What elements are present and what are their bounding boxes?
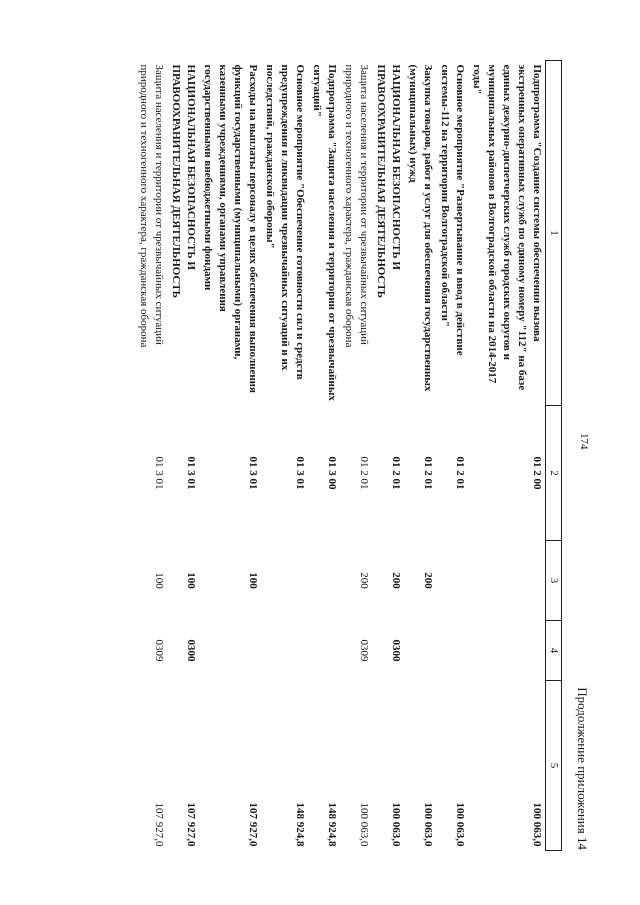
row-rz bbox=[261, 621, 308, 681]
header-cell: 1 bbox=[546, 61, 562, 406]
row-sum: 107 927,0 bbox=[153, 802, 165, 847]
row-vr bbox=[468, 541, 546, 621]
rotated-content bbox=[30, 60, 590, 850]
row-name: Защита населения и территории от чрезвычайных ситуаций природного и техногенного характера, гражданская оборона bbox=[138, 64, 165, 348]
row-sum: 148 924,8 bbox=[326, 802, 338, 847]
row-name: НАЦИОНАЛЬНАЯ БЕЗОПАСНОСТЬ И ПРАВООХРАНИТЕЛЬНАЯ ДЕЯТЕЛЬНОСТЬ bbox=[170, 64, 197, 299]
header-cell: 3 bbox=[546, 541, 562, 621]
row-code: 01 2 01 bbox=[454, 456, 466, 490]
row-rz: 0309 bbox=[153, 639, 165, 662]
row-rz bbox=[308, 621, 340, 681]
table-row bbox=[261, 61, 308, 851]
row-name: Основное мероприятие "Обеспечение готовности сил и средств предупреждения и ликвидации чрезвычайных ситуаций и их последствий, гражданской обороны" bbox=[264, 64, 306, 380]
row-name: Подпрограмма "Защита населения и территории от чрезвычайных ситуаций" bbox=[311, 64, 338, 401]
row-rz bbox=[199, 621, 261, 681]
table-row bbox=[372, 61, 404, 851]
row-sum: 100 063,0 bbox=[468, 681, 546, 851]
row-name: Подпрограмма "Создание системы обеспечения вызова экстренных оперативных служб по единому номеру "112" на базе единых дежурно-диспетчерских служб городских округов и муниципальных районов в Волгоградской области на 2014-2017 годы" bbox=[468, 61, 546, 406]
row-code: 01 3 01 bbox=[153, 456, 165, 490]
row-vr bbox=[261, 541, 308, 621]
row-rz bbox=[404, 621, 436, 681]
table-row bbox=[340, 61, 372, 851]
row-code: 01 2 00 bbox=[468, 406, 546, 541]
row-name: Расходы на выплаты персоналу в целях обеспечения выполнения функций государственными (муниципальными) органами, казенными учреждениями, органами управления государственными внебюджетными фондами bbox=[202, 64, 259, 393]
row-code: 01 2 01 bbox=[358, 456, 370, 490]
row-code: 01 3 01 bbox=[247, 456, 259, 490]
row-sum: 100 063,0 bbox=[390, 802, 402, 847]
row-sum: 100 063,0 bbox=[422, 802, 434, 847]
row-vr bbox=[436, 541, 468, 621]
row-code: 01 2 01 bbox=[422, 456, 434, 490]
header-cell: 5 bbox=[546, 681, 562, 851]
table-row bbox=[167, 61, 199, 851]
row-rz: 0300 bbox=[185, 639, 197, 662]
table-row bbox=[468, 61, 546, 851]
row-sum: 107 927,0 bbox=[247, 802, 259, 847]
header-row bbox=[546, 61, 562, 851]
row-rz: 0309 bbox=[358, 639, 370, 662]
row-vr: 200 bbox=[422, 572, 434, 589]
row-vr: 100 bbox=[185, 572, 197, 589]
row-code: 01 2 01 bbox=[390, 456, 402, 490]
row-sum: 100 063,0 bbox=[454, 802, 466, 847]
row-code: 01 3 00 bbox=[326, 456, 338, 490]
row-vr: 200 bbox=[390, 572, 402, 589]
header-cell: 4 bbox=[546, 621, 562, 681]
table-row bbox=[199, 61, 261, 851]
page-number: 174 bbox=[578, 433, 590, 450]
row-vr: 200 bbox=[358, 572, 370, 589]
table-row bbox=[404, 61, 436, 851]
row-rz bbox=[468, 621, 546, 681]
row-sum: 107 927,0 bbox=[185, 802, 197, 847]
row-vr bbox=[308, 541, 340, 621]
row-rz bbox=[436, 621, 468, 681]
row-vr: 100 bbox=[247, 572, 259, 589]
table-row bbox=[308, 61, 340, 851]
row-name: Закупка товаров, работ и услуг для обеспечения государственных (муниципальных) нужд bbox=[407, 64, 434, 392]
budget-table bbox=[135, 60, 562, 851]
table-row bbox=[436, 61, 468, 851]
row-name: Защита населения и территории от чрезвычайных ситуаций природного и техногенного характера, гражданская оборона bbox=[343, 64, 370, 348]
row-code: 01 3 01 bbox=[185, 456, 197, 490]
continuation-note: Продолжение приложения 14 bbox=[575, 687, 590, 850]
row-vr: 100 bbox=[153, 572, 165, 589]
row-sum: 148 924,8 bbox=[294, 802, 306, 847]
row-name: Основное мероприятие "Развертывание и ввод в действие системы-112 на территории Волгоградской области" bbox=[439, 64, 466, 356]
row-code: 01 3 01 bbox=[294, 456, 306, 490]
row-rz: 0300 bbox=[390, 639, 402, 662]
row-name: НАЦИОНАЛЬНАЯ БЕЗОПАСНОСТЬ И ПРАВООХРАНИТЕЛЬНАЯ ДЕЯТЕЛЬНОСТЬ bbox=[375, 64, 402, 299]
header-cell: 2 bbox=[546, 406, 562, 541]
row-sum: 100 063,0 bbox=[358, 802, 370, 847]
table-row bbox=[135, 61, 167, 851]
